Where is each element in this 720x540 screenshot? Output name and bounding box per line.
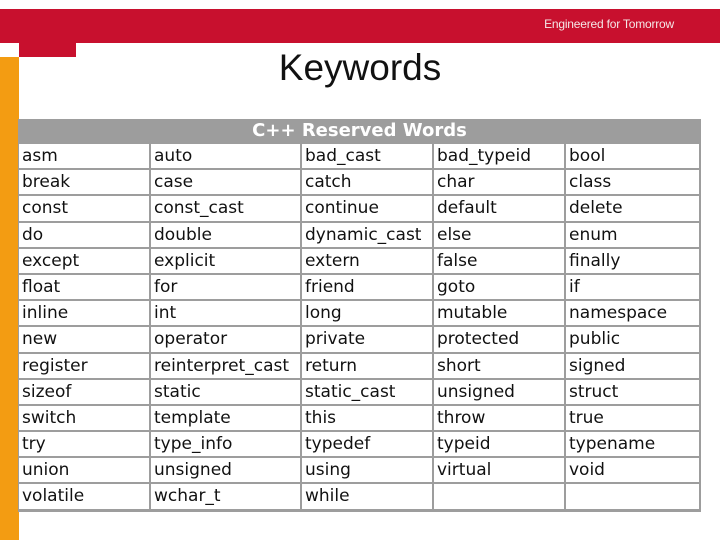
table-cell: throw [434, 406, 564, 430]
table-cell: catch [302, 170, 432, 194]
table-cell: inline [19, 301, 149, 325]
table-cell: auto [151, 144, 300, 168]
table-cell: template [151, 406, 300, 430]
table-row [18, 431, 701, 457]
table-cell: try [19, 432, 149, 456]
table-cell: const [19, 196, 149, 220]
table-cell: wchar_t [151, 484, 300, 508]
table-cell: if [566, 275, 699, 299]
table-cell: struct [566, 380, 699, 404]
table-cell: using [302, 458, 432, 482]
slide-title: Keywords [278, 47, 442, 88]
table-cell: typedef [302, 432, 432, 456]
table-cell: this [302, 406, 432, 430]
table-cell: static [151, 380, 300, 404]
table-cell: void [566, 458, 699, 482]
table-cell: private [302, 327, 432, 351]
table-cell: static_cast [302, 380, 432, 404]
table-body [18, 143, 701, 510]
table-cell: goto [434, 275, 564, 299]
table-cell: const_cast [151, 196, 300, 220]
table-cell: bool [566, 144, 699, 168]
table-row [18, 483, 701, 509]
table-cell: enum [566, 223, 699, 247]
table-row [18, 457, 701, 483]
table-row [18, 222, 701, 248]
table-cell: double [151, 223, 300, 247]
table-cell: switch [19, 406, 149, 430]
table-cell: mutable [434, 301, 564, 325]
table-cell: while [302, 484, 432, 508]
table-cell: except [19, 249, 149, 273]
table-row [18, 143, 701, 169]
table-cell: virtual [434, 458, 564, 482]
table-cell: unsigned [434, 380, 564, 404]
table-cell [434, 484, 564, 508]
table-row [18, 195, 701, 221]
table-row [18, 405, 701, 431]
table-cell: namespace [566, 301, 699, 325]
table-row [18, 326, 701, 352]
table-cell: do [19, 223, 149, 247]
table-cell: int [151, 301, 300, 325]
table-cell [566, 484, 699, 508]
table-cell: public [566, 327, 699, 351]
table-cell: for [151, 275, 300, 299]
table-cell: operator [151, 327, 300, 351]
table-cell: continue [302, 196, 432, 220]
left-accent-strip [0, 57, 19, 540]
table-cell: asm [19, 144, 149, 168]
table-cell: volatile [19, 484, 149, 508]
table-cell: unsigned [151, 458, 300, 482]
table-cell: signed [566, 354, 699, 378]
table-cell: false [434, 249, 564, 273]
table-row [18, 274, 701, 300]
table-row [18, 169, 701, 195]
table-cell: union [19, 458, 149, 482]
table-cell: register [19, 354, 149, 378]
header-bar [0, 9, 720, 43]
table-row [18, 353, 701, 379]
table-cell: reinterpret_cast [151, 354, 300, 378]
reserved-words-table [18, 119, 701, 512]
table-row [18, 248, 701, 274]
table-cell: short [434, 354, 564, 378]
table-row [18, 300, 701, 326]
table-title: C++ Reserved Words [252, 120, 467, 141]
table-cell: bad_typeid [434, 144, 564, 168]
brand-text: Engineered for Tomorrow [544, 17, 674, 31]
table-cell: dynamic_cast [302, 223, 432, 247]
table-cell: protected [434, 327, 564, 351]
table-cell: explicit [151, 249, 300, 273]
table-cell: friend [302, 275, 432, 299]
table-cell: new [19, 327, 149, 351]
table-cell: type_info [151, 432, 300, 456]
table-cell: break [19, 170, 149, 194]
table-cell: delete [566, 196, 699, 220]
table-cell: long [302, 301, 432, 325]
table-cell: typeid [434, 432, 564, 456]
table-cell: class [566, 170, 699, 194]
table-cell: bad_cast [302, 144, 432, 168]
table-cell: extern [302, 249, 432, 273]
table-cell: return [302, 354, 432, 378]
table-cell: sizeof [19, 380, 149, 404]
table-cell: else [434, 223, 564, 247]
table-row [18, 379, 701, 405]
table-cell: default [434, 196, 564, 220]
table-cell: case [151, 170, 300, 194]
table-cell: char [434, 170, 564, 194]
table-cell: typename [566, 432, 699, 456]
table-cell: finally [566, 249, 699, 273]
table-cell: true [566, 406, 699, 430]
table-cell: float [19, 275, 149, 299]
